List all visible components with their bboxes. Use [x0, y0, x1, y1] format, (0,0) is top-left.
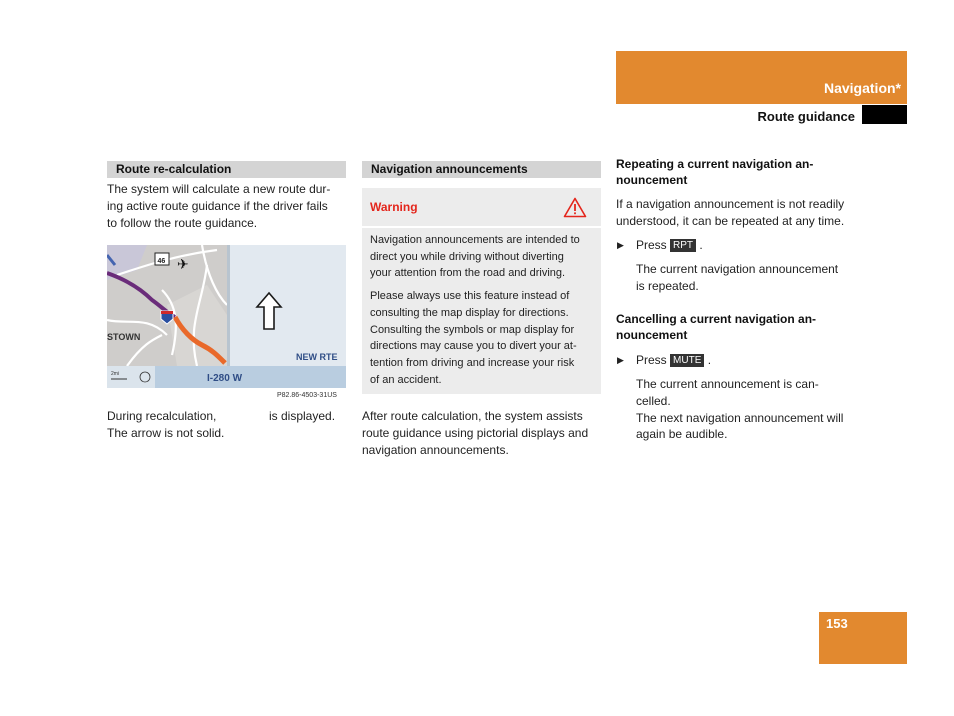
repeat-heading-line1: Repeating a current navigation an-: [616, 157, 814, 171]
warning-p2-line6: of an accident.: [370, 374, 442, 386]
period: .: [699, 238, 703, 252]
warning-p1-line3: your attention from the road and driving.: [370, 267, 566, 279]
warning-p2-line3: Consulting the symbols or map display for: [370, 324, 575, 336]
road-label: I-280 W: [207, 373, 243, 384]
section-tab-marker: [862, 105, 907, 124]
scale-label: 2mi: [111, 371, 120, 377]
rpt-key: RPT: [670, 239, 696, 252]
repeat-intro-line2: understood, it can be repeated at any time.: [616, 214, 845, 228]
route-recalc-heading: Route re-calculation: [107, 161, 346, 178]
warning-divider: [362, 226, 601, 228]
route-recalc-text-line3: to follow the route guidance.: [107, 216, 258, 230]
warning-p2-line4: directions may cause you to divert your at-: [370, 340, 577, 352]
press-mute-instruction: [636, 352, 711, 369]
subsection-title: Route guidance: [757, 109, 855, 124]
route-recalc-text-line2: ing active route guidance if the driver fails: [107, 199, 328, 213]
cancel-heading-line1: Cancelling a current navigation an-: [616, 312, 817, 326]
warning-p2-line5: tention from driving and increase your risk: [370, 357, 575, 369]
repeat-result-line1: The current navigation announcement: [636, 262, 839, 276]
press-label: Press: [636, 353, 667, 367]
press-label: Press: [636, 238, 667, 252]
repeat-heading-line2: nouncement: [616, 173, 688, 187]
after-calc-line2: route guidance using pictorial displays and: [362, 426, 589, 440]
airport-icon: ✈: [177, 256, 189, 272]
cancel-result-line3: The next navigation announcement will: [636, 411, 844, 425]
cancel-result-line4: again be audible.: [636, 427, 728, 441]
recalc-caption-part2: is displayed.: [269, 409, 336, 423]
navigation-map-display: [107, 245, 346, 388]
bullet-arrow-icon: ▶: [617, 240, 624, 250]
after-calc-line1: After route calculation, the system assists: [362, 409, 583, 423]
section-band: [616, 51, 907, 104]
warning-p2-line1: Please always use this feature instead of: [370, 290, 570, 302]
repeat-result-line2: is repeated.: [636, 279, 699, 293]
repeat-intro-line1: If a navigation announcement is not readily: [616, 197, 845, 211]
warning-p1-line1: Navigation announcements are intended to: [370, 234, 580, 246]
warning-title: Warning: [370, 200, 418, 214]
announcements-heading: Navigation announcements: [362, 161, 601, 178]
section-title: Navigation*: [823, 80, 901, 96]
route-label: NEW RTE: [296, 352, 338, 362]
warning-p2-line2: consulting the map display for directions.: [370, 307, 569, 319]
town-label: STOWN: [107, 332, 141, 342]
warning-p1-line2: direct you while driving without diverting: [370, 251, 564, 263]
route-recalc-text-line1: The system will calculate a new route dur-: [107, 182, 331, 196]
cancel-heading-line2: nouncement: [616, 328, 688, 342]
recalc-caption-line2: The arrow is not solid.: [107, 426, 225, 440]
period: .: [707, 353, 712, 367]
page-number: 153: [826, 616, 848, 631]
shield-label: 46: [157, 258, 166, 265]
cancel-result-line1: The current announcement is can-: [636, 377, 819, 391]
warning-triangle-icon: [563, 197, 587, 218]
after-calc-line3: navigation announcements.: [362, 443, 509, 457]
figure-code: P82.86-4503-31US: [277, 392, 337, 399]
cancel-result-line2: celled.: [636, 394, 671, 408]
bullet-arrow-icon: ▶: [617, 355, 624, 365]
mute-key: MUTE: [670, 354, 704, 367]
recalc-caption-part1: During recalculation,: [107, 409, 217, 423]
press-rpt-instruction: [636, 237, 703, 254]
